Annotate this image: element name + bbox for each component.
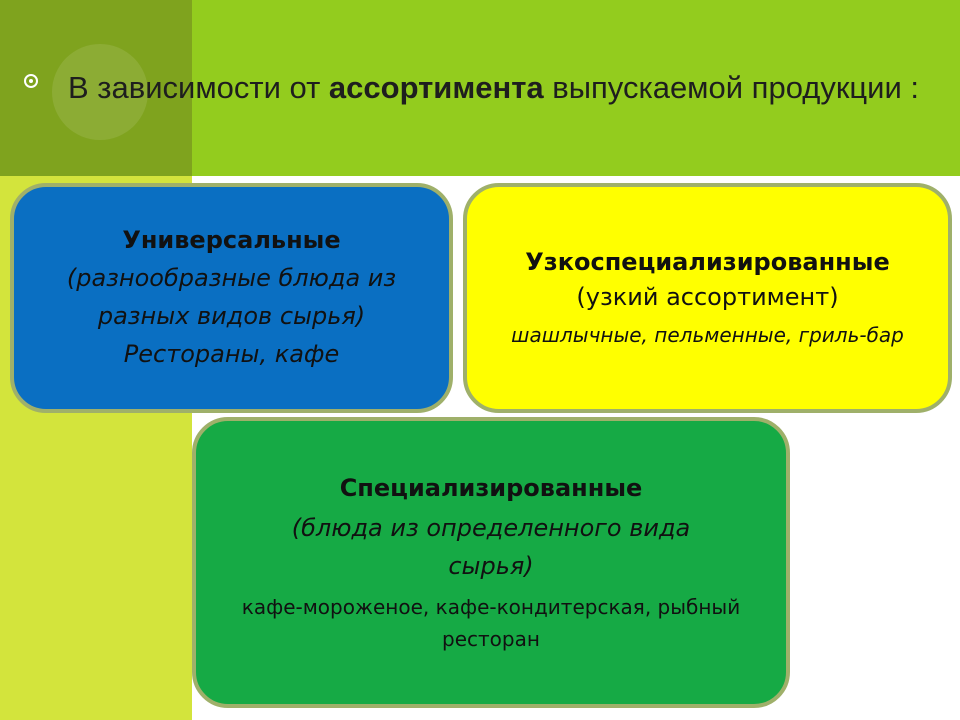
heading-suffix: выпускаемой продукции :: [543, 70, 920, 105]
card-universal-examples: Рестораны, кафе: [123, 340, 340, 368]
card-specialized: [192, 417, 790, 708]
card-narrow-examples: шашлычные, пельменные, гриль-бар: [511, 323, 904, 347]
card-specialized-title: Специализированные: [339, 473, 643, 502]
card-narrow-description: (узкий ассортимент): [576, 283, 839, 311]
card-specialized-description: (блюда из определенного вида сырья): [291, 513, 691, 580]
card-universal-description: (разнообразные блюда из разных видов сырья): [66, 264, 397, 330]
target-bullet-icon: [24, 74, 38, 88]
heading-prefix: В зависимости от: [68, 70, 329, 105]
heading-bold: ассортимента: [328, 70, 544, 105]
card-universal-title: Универсальные: [122, 226, 341, 254]
card-universal: [10, 183, 453, 413]
card-specialized-examples: кафе-мороженое, кафе-кондитерская, рыбный ресторан: [241, 594, 741, 651]
card-narrow-title: Узкоспециализированные: [525, 248, 890, 276]
card-narrow: [463, 183, 952, 413]
slide-heading: [68, 66, 928, 109]
